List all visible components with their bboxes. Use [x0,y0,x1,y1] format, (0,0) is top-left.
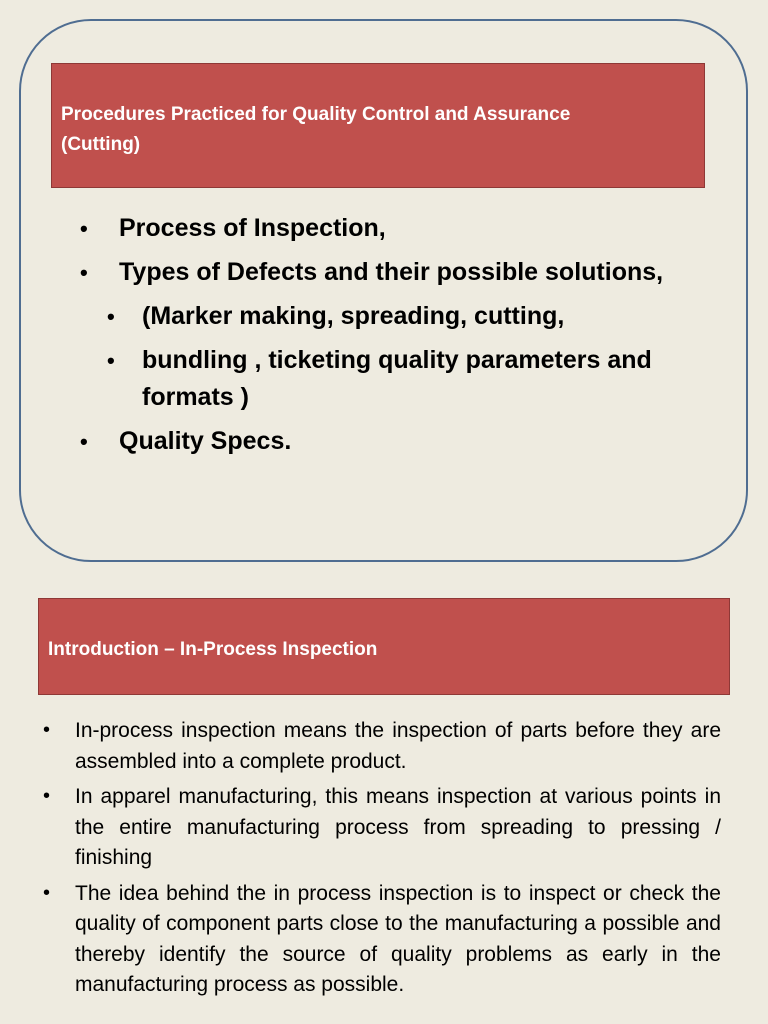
list-item: • The idea behind the in process inspection is to inspect or check the quality of component parts close to the manufacturing a possible and thereby identify the source of quality problems as early in the manufacturing process as possible. [40,879,721,1001]
bullet-icon: • [107,348,115,373]
bullet-icon: • [80,429,88,454]
list-item: • bundling , ticketing quality parameters and formats ) [80,342,720,416]
list-item: • Types of Defects and their possible solutions, [80,254,720,291]
bullet-icon: • [43,881,51,904]
list-item: • Process of Inspection, [80,210,720,247]
slide2-header: Introduction – In-Process Inspection [38,598,730,695]
slide1-header: Procedures Practiced for Quality Control and Assurance (Cutting) [51,63,705,188]
list-item: • In-process inspection means the inspection of parts before they are assembled into a complete product. [40,716,721,777]
bullet-icon: • [43,719,51,741]
slide1-bullet-list [80,210,720,467]
bullet-icon: • [80,216,88,241]
list-item: • Quality Specs. [80,423,720,460]
list-item: • In apparel manufacturing, this means inspection at various points in the entire manufacturing process from spreading to pressing / finishing [40,782,721,874]
slide2-bullet-list [40,716,721,1006]
bullet-icon: • [107,304,115,329]
list-item: • (Marker making, spreading, cutting, [80,298,720,335]
bullet-icon: • [80,260,88,285]
bullet-icon: • [43,785,51,807]
